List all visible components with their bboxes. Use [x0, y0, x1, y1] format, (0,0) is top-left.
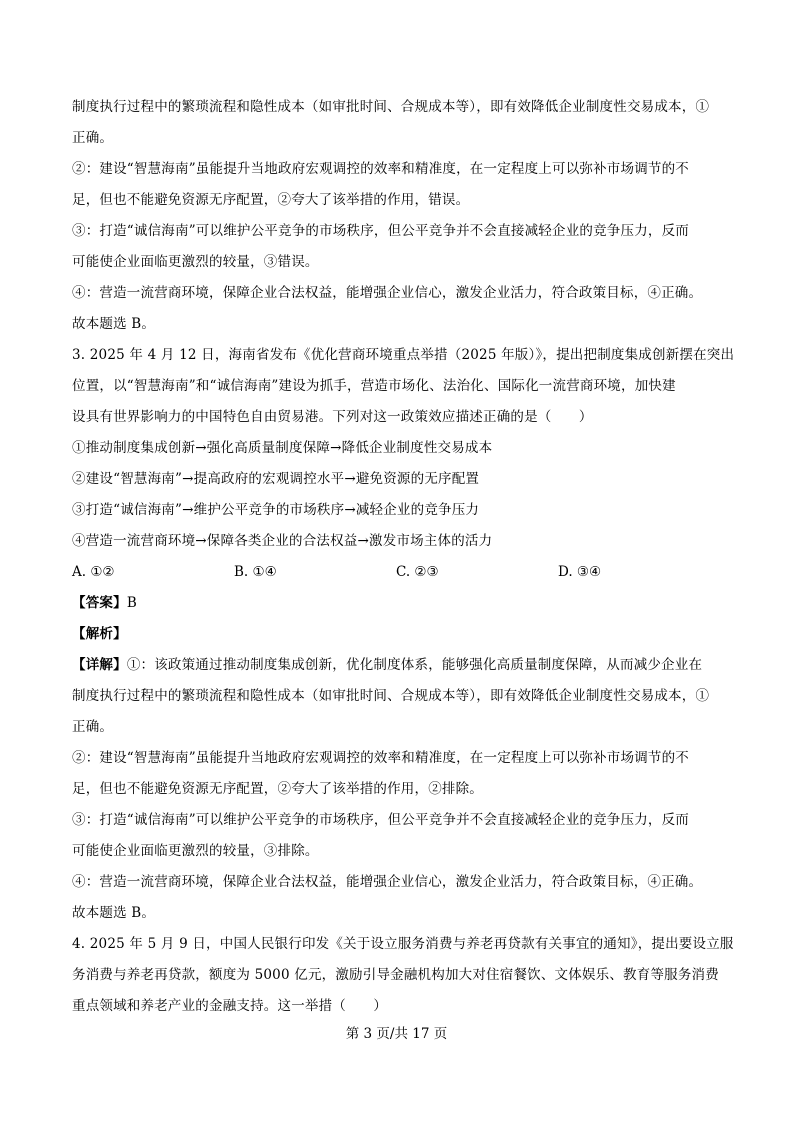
detail-line: 足，但也不能避免资源无序配置，②夸大了该举措的作用，②排除。	[72, 781, 483, 797]
previous-explanation	[72, 92, 722, 340]
question-stem-line: 3. 2025 年 4 月 12 日，海南省发布《优化营商环境重点举措（2025 年版）》，提出把制度集成创新摆在突出	[72, 347, 735, 363]
question-stem-line: 位置，以“智慧海南”和“诚信海南”建设为抓手，营造市场化、法治化、国际化一流营商环境，加快建	[72, 378, 676, 394]
question-stem-line: 设具有世界影响力的中国特色自由贸易港。下列对这一政策效应描述正确的是（ ）	[72, 409, 593, 425]
statement-2: ②建设“智慧海南”→提高政府的宏观调控水平→避免资源的无序配置	[72, 471, 480, 487]
option-d: D. ③④	[558, 564, 602, 580]
detail-line: 正确。	[72, 719, 114, 735]
question-3	[72, 340, 735, 929]
statement-1: ①推动制度集成创新→强化高质量制度保障→降低企业制度性交易成本	[72, 440, 493, 456]
answer-line	[72, 588, 722, 619]
detail-line: ②：建设“智慧海南”虽能提升当地政府宏观调控的效率和精准度，在一定程度上可以弥补市场调节的不	[72, 750, 690, 766]
option-a: A. ①②	[72, 564, 115, 580]
page-footer: 第 3 页/共 17 页	[345, 1026, 448, 1042]
answer-options	[72, 557, 722, 588]
option-c: C. ②③	[396, 564, 439, 580]
detail-line: 可能使企业面临更激烈的较量，③排除。	[72, 843, 319, 859]
text-line: 制度执行过程中的繁琐流程和隐性成本（如审批时间、合规成本等），即有效降低企业制度性交易成本，①	[72, 99, 710, 115]
answer-value: B	[126, 595, 137, 611]
detail-line: 故本题选 B。	[72, 905, 156, 921]
answer-tag: 【答案】	[72, 595, 127, 611]
detail-first-text: ①：该政策通过推动制度集成创新，优化制度体系，能够强化高质量制度保障，从而减少企业在	[126, 657, 703, 673]
text-line: 足，但也不能避免资源无序配置，②夸大了该举措的作用，错误。	[72, 192, 470, 208]
detail-line: ④：营造一流营商环境，保障企业合法权益，能增强企业信心，激发企业活力，符合政策目标，④正确。	[72, 874, 703, 890]
detail-first-line	[72, 650, 722, 681]
text-line: 故本题选 B。	[72, 316, 156, 332]
document-body	[72, 92, 735, 1022]
statement-4: ④营造一流营商环境→保障各类企业的合法权益→激发市场主体的活力	[72, 533, 493, 549]
question-stem-line: 重点领域和养老产业的金融支持。这一举措（ ）	[72, 998, 388, 1014]
text-line: ③：打造“诚信海南”可以维护公平竞争的市场秩序，但公平竞争并不会直接减轻企业的竞争压力，反而	[72, 223, 690, 239]
detail-tag: 【详解】	[72, 657, 127, 673]
question-4	[72, 929, 734, 1022]
question-stem-line: 4. 2025 年 5 月 9 日，中国人民银行印发《关于设立服务消费与养老再贷款有关事宜的通知》，提出要设立服	[72, 936, 734, 952]
option-b: B. ①④	[234, 564, 277, 580]
detail-line: 制度执行过程中的繁琐流程和隐性成本（如审批时间、合规成本等），即有效降低企业制度性交易成本，①	[72, 688, 710, 704]
question-stem-line: 务消费与养老再贷款，额度为 5000 亿元，激励引导金融机构加大对住宿餐饮、文体娱乐、教育等服务消费	[72, 967, 719, 983]
analysis-line	[72, 619, 722, 650]
analysis-tag: 【解析】	[72, 626, 127, 642]
text-line: ②：建设“智慧海南”虽能提升当地政府宏观调控的效率和精准度，在一定程度上可以弥补市场调节的不	[72, 161, 690, 177]
detail-line: ③：打造“诚信海南”可以维护公平竞争的市场秩序，但公平竞争并不会直接减轻企业的竞争压力，反而	[72, 812, 690, 828]
text-line: 可能使企业面临更激烈的较量，③错误。	[72, 254, 319, 270]
text-line: 正确。	[72, 130, 114, 146]
text-line: ④：营造一流营商环境，保障企业合法权益，能增强企业信心，激发企业活力，符合政策目标，④正确。	[72, 285, 703, 301]
statement-3: ③打造“诚信海南”→维护公平竞争的市场秩序→减轻企业的竞争压力	[72, 502, 480, 518]
